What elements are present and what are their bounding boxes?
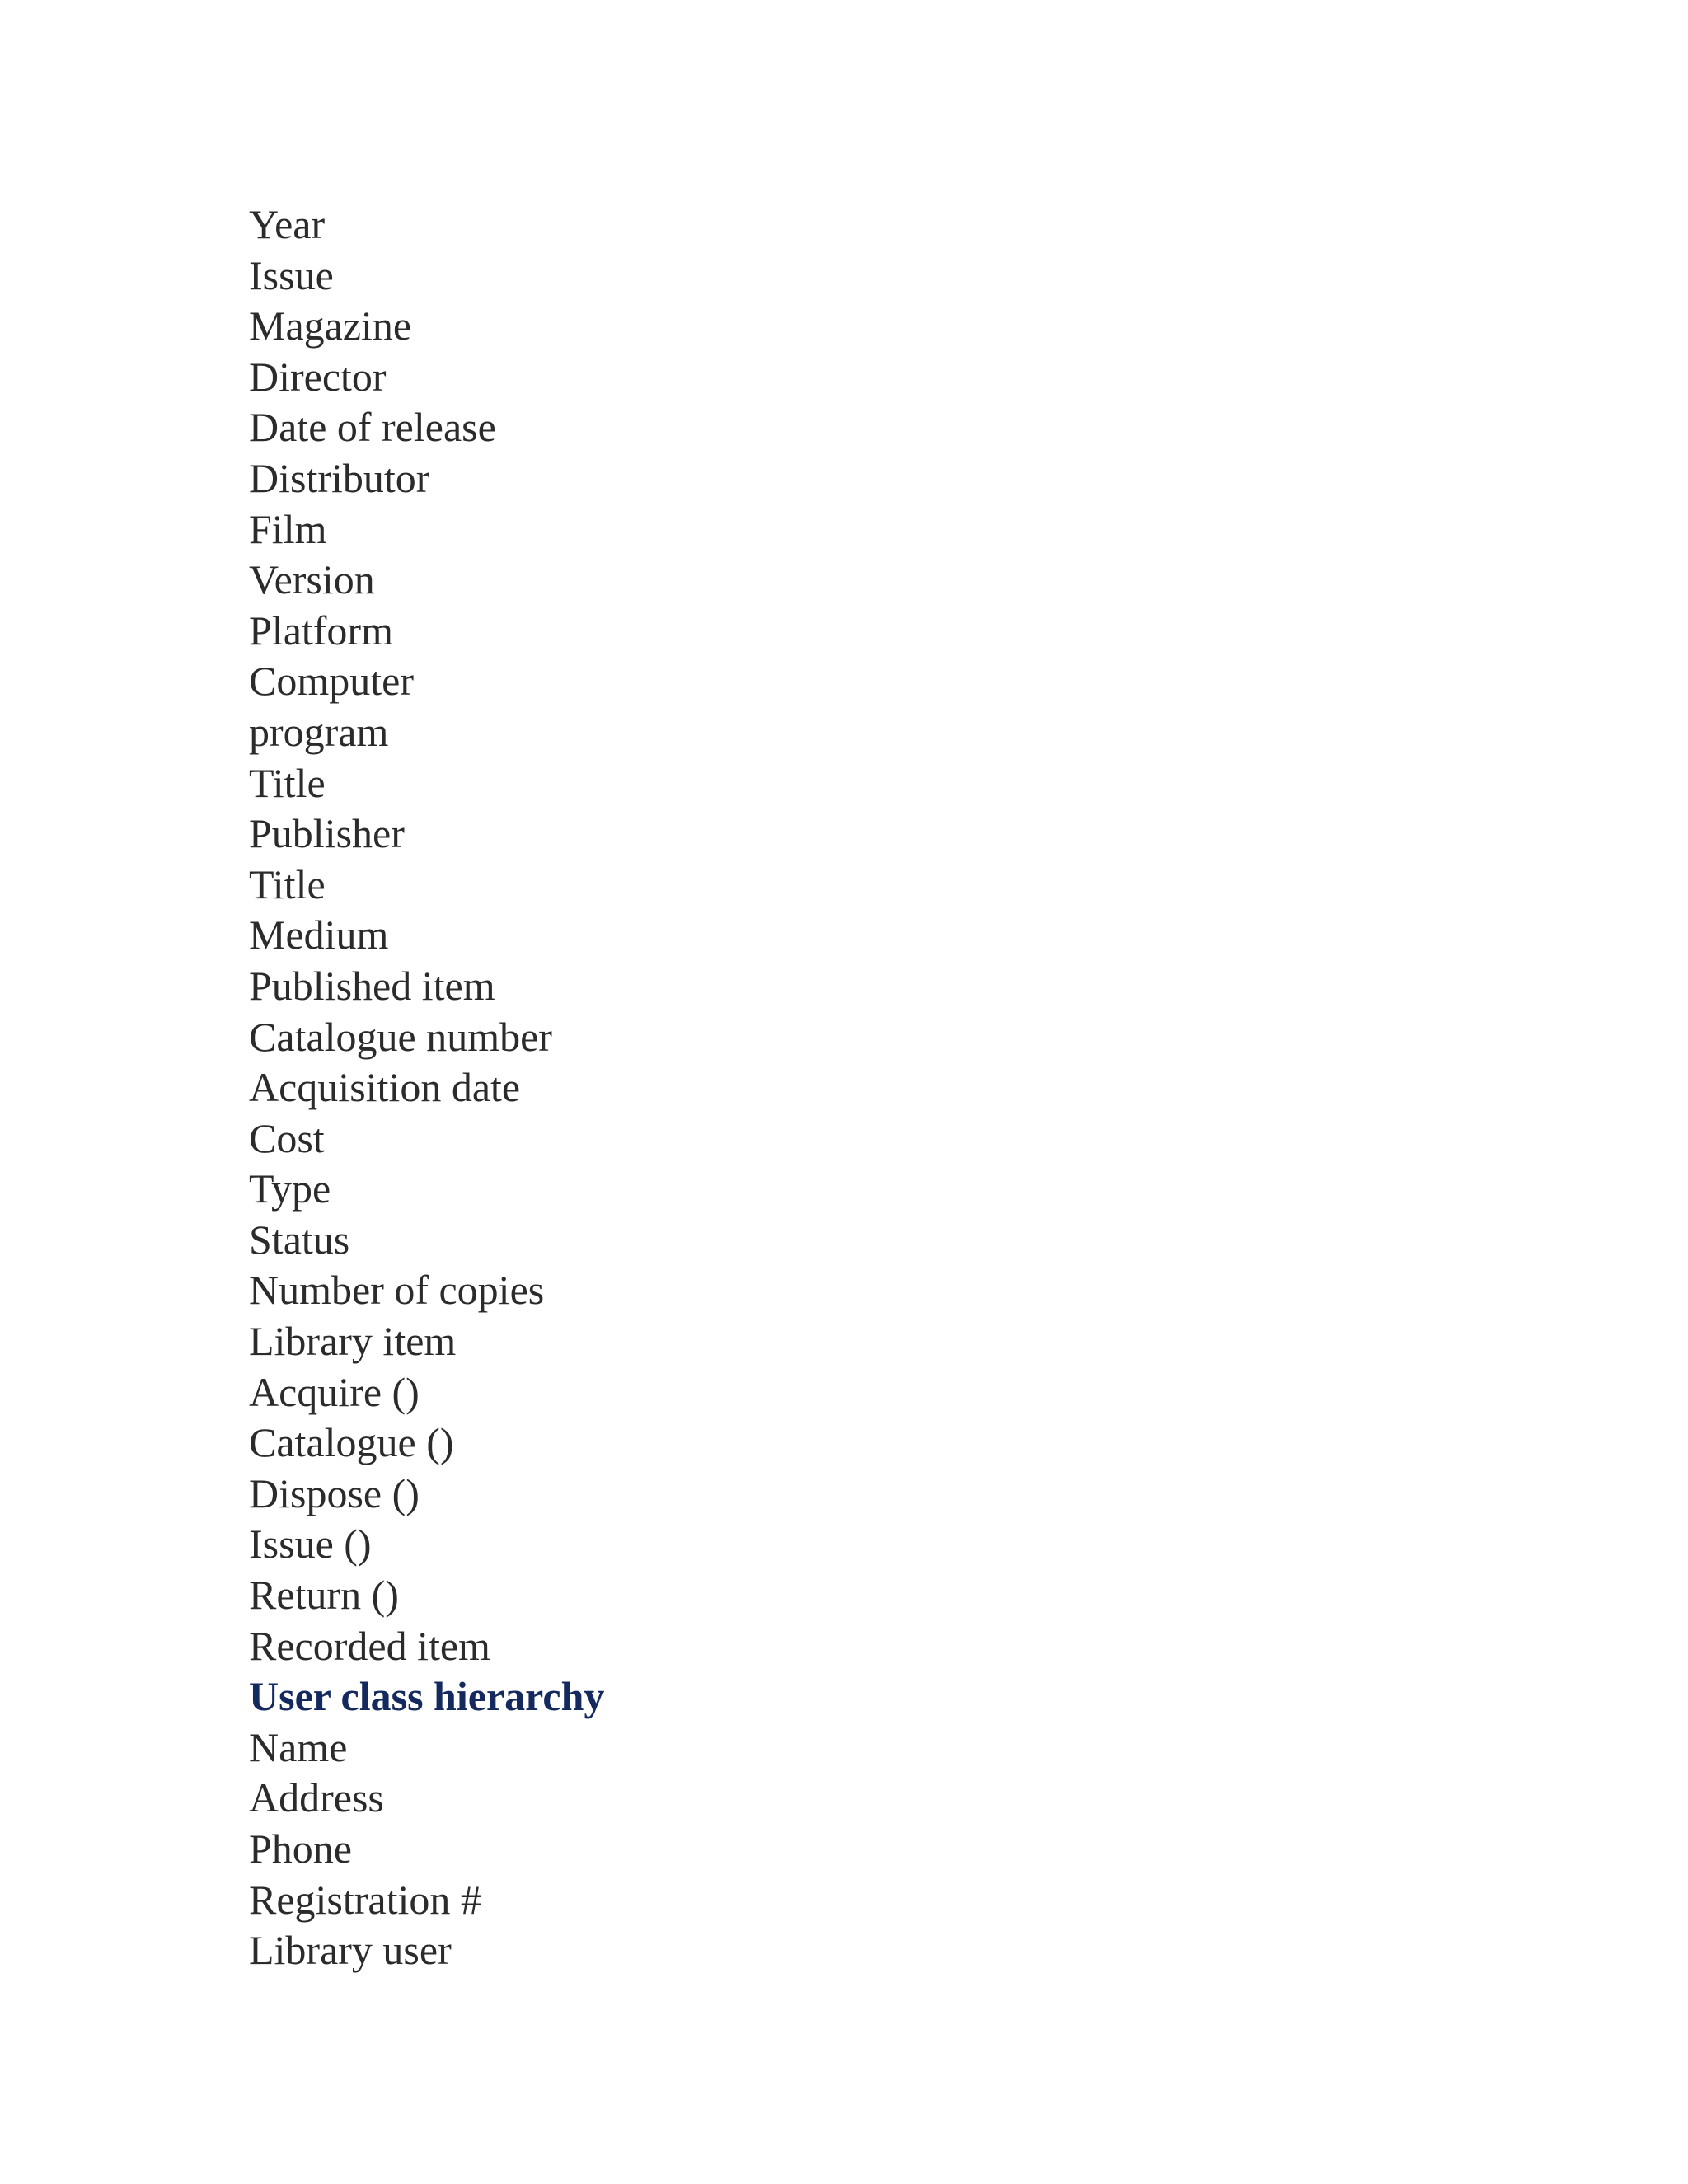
text-line: Published item [249,962,495,1009]
section-heading: User class hierarchy [249,1673,605,1720]
text-line: Issue [249,251,334,298]
text-line: Title [249,860,326,907]
text-line: Catalogue () [249,1419,454,1466]
text-line: Cost [249,1114,325,1161]
text-line: Version [249,556,375,603]
text-line: Number of copies [249,1267,545,1314]
text-line: Registration # [249,1876,481,1923]
text-line: Acquire () [249,1368,420,1415]
text-line: Status [249,1216,350,1263]
text-line: Type [249,1165,331,1212]
text-line: Address [249,1774,384,1821]
text-line: Phone [249,1825,352,1872]
text-line: Platform [249,607,393,654]
text-line: Name [249,1723,348,1770]
text-line: Film [249,505,327,552]
text-line: Date of release [249,404,496,451]
text-line: Acquisition date [249,1064,521,1111]
text-line: Publisher [249,810,405,857]
text-line-list [249,199,604,1976]
text-line: Catalogue number [249,1013,552,1060]
text-line: program [249,708,389,755]
text-line: Issue () [249,1521,372,1568]
text-line: Return () [249,1572,399,1619]
text-line: Library item [249,1318,457,1365]
text-line: Recorded item [249,1622,490,1669]
text-line: Title [249,759,326,806]
text-line: Medium [249,912,389,958]
text-line: Year [249,201,326,247]
text-line: Library user [249,1927,452,1974]
text-line: Distributor [249,454,430,501]
text-line: Magazine [249,302,412,349]
text-line: Dispose () [249,1469,420,1516]
text-line: Computer [249,658,414,705]
text-line: Director [249,353,387,400]
